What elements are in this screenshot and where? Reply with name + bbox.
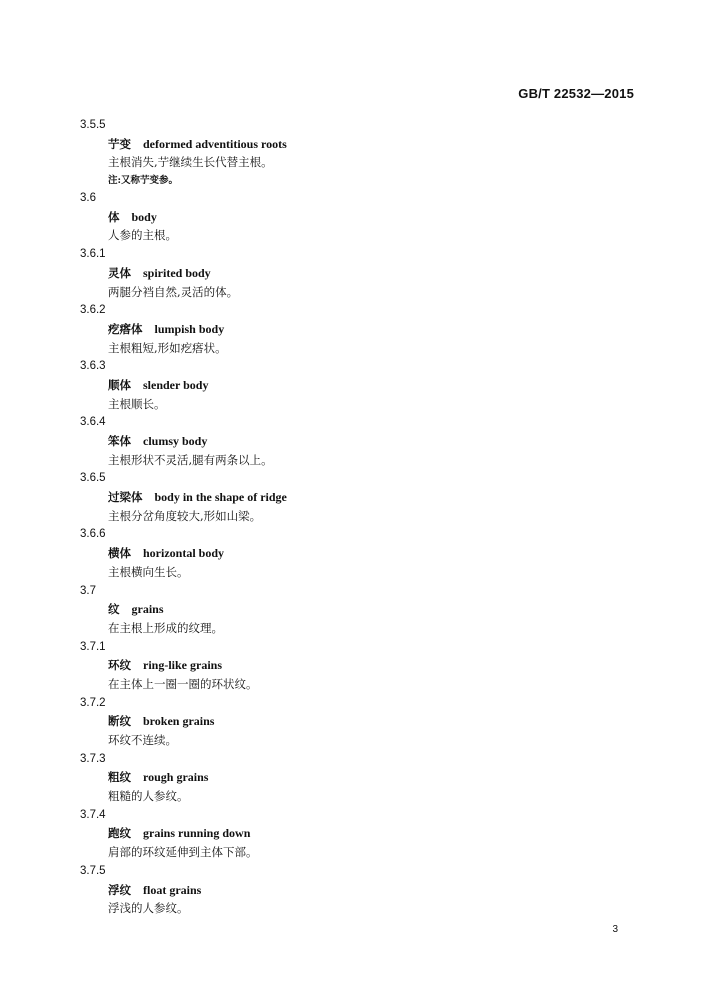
term-heading [0, 208, 710, 227]
term-entry [0, 582, 710, 638]
term-en: float grains [143, 882, 202, 897]
term-definition: 肩部的环纹延伸到主体下部。 [108, 845, 258, 860]
term-zh: 纹 [108, 602, 120, 617]
term-definition: 主根分岔角度较大,形如山梁。 [108, 508, 262, 523]
term-zh: 顺体 [108, 377, 131, 392]
standard-code: GB/T 22532—2015 [518, 86, 634, 101]
term-heading [0, 881, 710, 900]
term-definition: 浮浅的人参纹。 [108, 901, 189, 916]
term-entry [0, 806, 710, 862]
term-en: slender body [143, 377, 209, 392]
term-en: body in the shape of ridge [154, 490, 287, 505]
term-entry [0, 301, 710, 357]
term-number: 3.6.3 [80, 360, 106, 373]
term-en: rough grains [143, 770, 209, 785]
term-heading [0, 824, 710, 843]
term-number: 3.7.2 [80, 696, 106, 709]
term-entry [0, 413, 710, 469]
term-zh: 粗纹 [108, 770, 131, 785]
term-zh: 疙瘩体 [108, 321, 143, 336]
term-heading [0, 600, 710, 619]
term-definition: 在主根上形成的纹理。 [108, 620, 223, 635]
term-zh: 笨体 [108, 434, 131, 448]
term-number: 3.5.5 [80, 119, 106, 131]
term-heading [0, 432, 710, 451]
term-number: 3.7.1 [80, 640, 106, 653]
term-definition: 主根横向生长。 [108, 564, 189, 579]
term-entry [0, 750, 710, 806]
term-en: spirited body [143, 265, 211, 280]
term-definition: 主根形状不灵活,腿有两条以上。 [108, 452, 273, 467]
term-heading [0, 488, 710, 507]
term-entry [0, 189, 710, 245]
term-number: 3.7.4 [80, 808, 106, 821]
term-en: horizontal body [143, 546, 225, 561]
term-definition: 主根粗短,形如疙瘩状。 [108, 340, 227, 355]
term-definition: 环纹不连续。 [108, 733, 177, 747]
term-en: broken grains [143, 714, 215, 729]
term-zh: 跑纹 [108, 826, 131, 841]
term-number: 3.6 [80, 192, 96, 205]
term-heading [0, 376, 710, 395]
term-zh: 灵体 [108, 265, 131, 280]
term-heading [0, 320, 710, 339]
term-definition: 在主体上一圈一圈的环状纹。 [108, 676, 258, 691]
term-entry [0, 469, 710, 525]
term-en: lumpish body [154, 321, 225, 336]
term-en: grains running down [143, 826, 251, 841]
term-en: body [131, 209, 157, 224]
term-number: 3.6.6 [80, 528, 106, 541]
term-definition: 主根顺长。 [108, 396, 166, 411]
term-zh: 环纹 [108, 658, 131, 673]
term-zh: 浮纹 [108, 882, 131, 897]
term-entry [0, 638, 710, 694]
term-definition: 两腿分裆自然,灵活的体。 [108, 284, 239, 299]
term-entry [0, 116, 710, 189]
term-entry [0, 245, 710, 301]
term-heading [0, 264, 710, 283]
term-number: 3.6.5 [80, 472, 106, 485]
term-entry [0, 357, 710, 413]
term-zh: 过梁体 [108, 490, 143, 505]
term-number: 3.7.5 [80, 864, 106, 877]
term-number: 3.6.1 [80, 248, 106, 261]
term-heading [0, 768, 710, 787]
term-number: 3.6.4 [80, 416, 106, 429]
term-zh: 艼变 [108, 136, 131, 151]
term-entry [0, 694, 710, 750]
term-zh: 断纹 [108, 714, 131, 729]
term-note: 注:又称艼变参。 [108, 175, 179, 187]
terms-list [0, 116, 710, 918]
page-number: 3 [612, 924, 618, 935]
term-en: ring-like grains [143, 658, 223, 673]
term-en: deformed adventitious roots [143, 136, 287, 151]
term-number: 3.7.3 [80, 752, 106, 765]
term-heading [0, 544, 710, 563]
term-number: 3.7 [80, 584, 96, 597]
term-heading [0, 712, 710, 731]
term-heading [0, 656, 710, 675]
term-heading [0, 135, 710, 154]
term-en: clumsy body [143, 434, 208, 448]
term-zh: 横体 [108, 546, 131, 561]
term-entry [0, 862, 710, 918]
term-definition: 主根消失,艼继续生长代替主根。 [108, 155, 273, 170]
term-entry [0, 525, 710, 581]
term-zh: 体 [108, 209, 120, 224]
term-en: grains [131, 602, 164, 617]
term-number: 3.6.2 [80, 304, 106, 317]
term-definition: 人参的主根。 [108, 228, 177, 243]
term-definition: 粗糙的人参纹。 [108, 789, 189, 804]
